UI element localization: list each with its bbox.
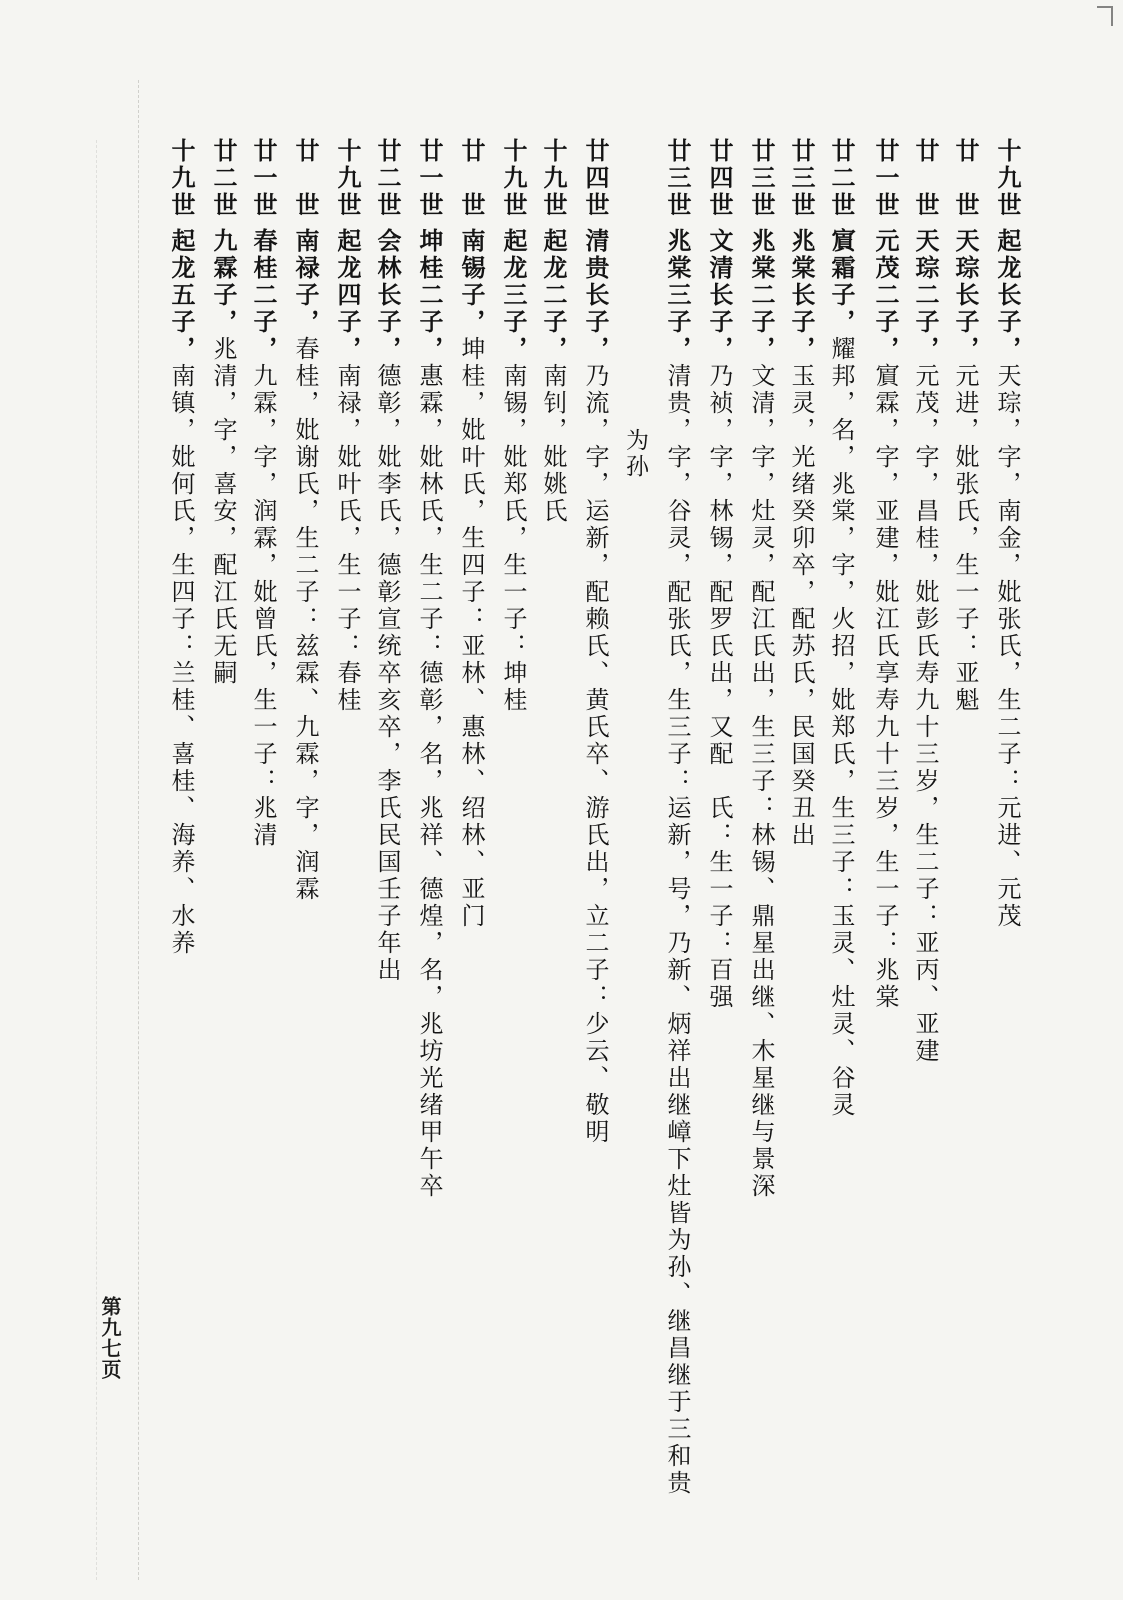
entry-text: 元进，妣张氏，生一子：亚魁 <box>951 363 979 714</box>
entry-lead: 兆棠二子， <box>747 228 776 363</box>
entry-text: 文清，字，灶灵，配江氏出，生三子：林锡、鼎星出继、木星继与景深 <box>747 363 775 1200</box>
genealogy-entry <box>700 138 738 1011</box>
generation-label: 廿 世 <box>291 138 320 219</box>
entry-lead: 兆棠三子， <box>663 228 692 363</box>
generation-label: 十九世 <box>499 138 528 219</box>
generation-label: 十九世 <box>539 138 568 219</box>
generation-label: 廿二世 <box>209 138 238 219</box>
entry-lead: 会林长子， <box>373 228 402 363</box>
entry-text: 南锡，妣郑氏，生一子：坤桂 <box>499 363 527 714</box>
entry-lead: 起龙五子， <box>167 228 196 363</box>
entry-lead: 九霖子， <box>209 228 238 336</box>
entry-lead: 南锡子， <box>457 228 486 336</box>
entry-text: 玉灵，光绪癸卯卒，配苏氏，民国癸丑出 <box>787 363 815 849</box>
entry-text: 兆清，字，喜安，配江氏无嗣 <box>209 336 237 687</box>
entry-lead: 天琮长子， <box>951 228 980 363</box>
entry-lead: 坤桂二子， <box>415 228 444 363</box>
entry-text: 元茂，字，昌桂，妣彭氏寿九十三岁，生二子：亚丙、亚建 <box>911 363 939 1065</box>
genealogy-entry <box>534 138 572 525</box>
scan-fold-line <box>138 80 139 1580</box>
generation-label: 廿一世 <box>871 138 900 219</box>
generation-label: 廿三世 <box>747 138 776 219</box>
entry-text: 賔霖，字，亚建，妣江氏享寿九十三岁，生一子：兆棠 <box>871 363 899 1011</box>
generation-label: 廿二世 <box>373 138 402 219</box>
genealogy-entry <box>410 138 448 1200</box>
generation-label: 十九世 <box>333 138 362 219</box>
entry-text: 乃祯，字，林锡，配罗氏出，又配 氏：生一子：百强 <box>705 363 733 1011</box>
entry-lead: 春桂二子， <box>249 228 278 363</box>
entry-lead: 起龙长子， <box>993 228 1022 363</box>
genealogy-entry <box>822 138 860 1119</box>
entry-text: 乃流，字，运新，配赖氏、黄氏卒、游氏出，立二子：少云、敬明 <box>581 363 609 1146</box>
genealogy-entry <box>906 138 944 1065</box>
generation-label: 廿四世 <box>705 138 734 219</box>
generation-label: 廿三世 <box>787 138 816 219</box>
generation-label: 廿一世 <box>415 138 444 219</box>
entry-lead: 起龙三子， <box>499 228 528 363</box>
entry-lead: 起龙四子， <box>333 228 362 363</box>
entry-text: 南钊，妣姚氏 <box>539 363 567 525</box>
generation-label: 廿三世 <box>663 138 692 219</box>
genealogy-entry <box>742 138 780 1200</box>
entry-lead: 清贵长子， <box>581 228 610 363</box>
entry-text: 天琮，字，南金，妣张氏，生二子：元进、元茂 <box>993 363 1021 930</box>
genealogy-entry <box>328 138 366 714</box>
entry-text: 惠霖，妣林氏，生二子：德彰，名，兆祥、德煌，名，兆坊光绪甲午卒 <box>415 363 443 1200</box>
entry-lead: 南禄子， <box>291 228 320 336</box>
generation-label: 廿二世 <box>827 138 856 219</box>
page-number: 第九七页 <box>98 1296 122 1380</box>
genealogy-entry <box>162 138 200 957</box>
genealogy-entry <box>244 138 282 849</box>
entry-text: 耀邦，名，兆棠，字，火招，妣郑氏，生三子：玉灵、灶灵、谷灵 <box>827 336 855 1119</box>
generation-label: 十九世 <box>993 138 1022 219</box>
entry-text: 清贵，字，谷灵，配张氏，生三子：运新，号，乃新、炳祥出继嶂下灶皆为孙、继昌继于三和贵 <box>663 363 691 1497</box>
genealogy-entry <box>368 138 406 984</box>
generation-label: 廿 世 <box>457 138 486 219</box>
genealogy-entry <box>658 138 696 1497</box>
entry-lead: 文清长子， <box>705 228 734 363</box>
entry-lead: 兆棠长子， <box>787 228 816 363</box>
continuation-note <box>616 428 654 480</box>
genealogy-entry <box>988 138 1026 930</box>
genealogy-entry <box>782 138 820 849</box>
entry-text: 南禄，妣叶氏，生一子：春桂 <box>333 363 361 714</box>
entry-text: 为孙 <box>622 428 648 480</box>
genealogy-entry <box>494 138 532 714</box>
entry-lead: 起龙二子， <box>539 228 568 363</box>
entry-text: 坤桂，妣叶氏，生四子：亚林、惠林、绍林、亚门 <box>457 336 485 930</box>
generation-label: 廿一世 <box>249 138 278 219</box>
generation-label: 廿四世 <box>581 138 610 219</box>
entry-text: 春桂，妣谢氏，生二子：兹霖、九霖，字，润霖 <box>291 336 319 903</box>
generation-label: 廿 世 <box>911 138 940 219</box>
genealogy-entry <box>946 138 984 714</box>
entry-lead: 天琮二子， <box>911 228 940 363</box>
entry-text: 德彰，妣李氏，德彰宣统卒亥卒，李氏民国壬子年出 <box>373 363 401 984</box>
generation-label: 十九世 <box>167 138 196 219</box>
scan-corner-mark <box>1097 6 1113 26</box>
entry-text: 南镇，妣何氏，生四子：兰桂、喜桂、海养、水养 <box>167 363 195 957</box>
entry-text: 九霖，字，润霖，妣曾氏，生一子：兆清 <box>249 363 277 849</box>
genealogy-entry <box>286 138 324 903</box>
entry-lead: 元茂二子， <box>871 228 900 363</box>
genealogy-entry <box>576 138 614 1146</box>
entry-lead: 賔霜子， <box>827 228 856 336</box>
genealogy-entry <box>452 138 490 930</box>
genealogy-entry <box>866 138 904 1011</box>
generation-label: 廿 世 <box>951 138 980 219</box>
genealogy-entry <box>204 138 242 687</box>
